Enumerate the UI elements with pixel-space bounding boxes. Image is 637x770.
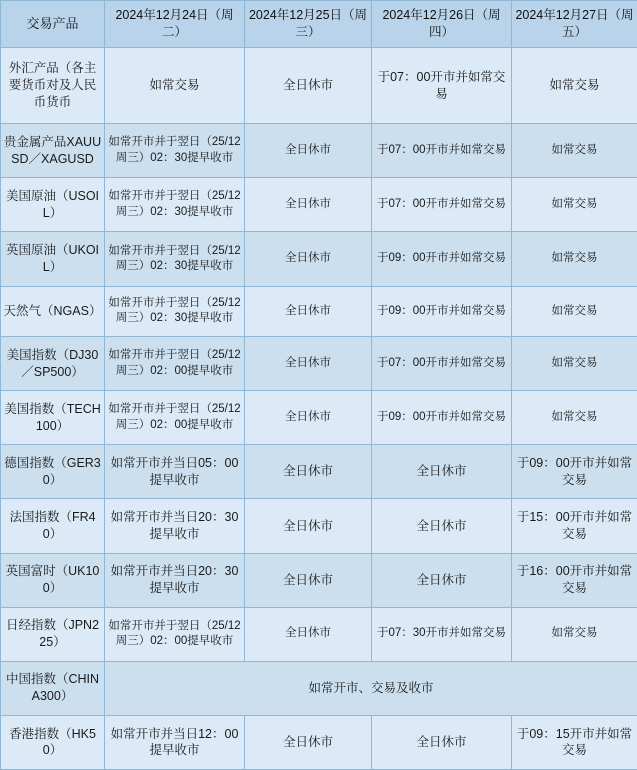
cell-product-name: 香港指数（HK50） — [1, 715, 105, 769]
cell-dec-26: 于07：00开市并如常交易 — [372, 47, 512, 124]
cell-dec-27: 如常交易 — [512, 178, 637, 232]
cell-dec-24: 如常开市并当日05：00提早收市 — [105, 445, 245, 499]
cell-product-name: 法国指数（FR40） — [1, 499, 105, 553]
cell-dec-24: 如常开市并当日20：30提早收市 — [105, 499, 245, 553]
column-header-product: 交易产品 — [1, 1, 105, 48]
table-row — [1, 337, 637, 391]
cell-dec-24: 如常开市并当日12：00提早收市 — [105, 715, 245, 769]
table-row — [1, 286, 637, 337]
cell-dec-25: 全日休市 — [245, 178, 372, 232]
table-row — [1, 553, 637, 607]
cell-dec-27: 于15：00开市并如常交易 — [512, 499, 637, 553]
cell-dec-25: 全日休市 — [245, 715, 372, 769]
cell-product-name: 美国指数（DJ30／SP500） — [1, 337, 105, 391]
cell-dec-27: 如常交易 — [512, 607, 637, 661]
cell-product-name: 日经指数（JPN225） — [1, 607, 105, 661]
cell-dec-26: 全日休市 — [372, 445, 512, 499]
cell-dec-27: 如常交易 — [512, 391, 637, 445]
column-header-dec-25: 2024年12月25日（周三） — [245, 1, 372, 48]
cell-product-name: 美国指数（TECH100） — [1, 391, 105, 445]
table-row — [1, 232, 637, 286]
cell-dec-26: 于09：00开市并如常交易 — [372, 391, 512, 445]
cell-dec-27: 如常交易 — [512, 232, 637, 286]
cell-product-name: 外汇产品（各主要货币对及人民币货币 — [1, 47, 105, 124]
cell-all-days-note: 如常开市、交易及收市 — [105, 661, 637, 715]
column-header-dec-24: 2024年12月24日（周二） — [105, 1, 245, 48]
cell-dec-27: 于09：00开市并如常交易 — [512, 445, 637, 499]
cell-dec-27: 如常交易 — [512, 337, 637, 391]
table-body — [1, 47, 637, 769]
column-header-dec-27: 2024年12月27日（周五） — [512, 1, 637, 48]
cell-dec-24: 如常开市并于翌日（25/12周三）02：30提早收市 — [105, 232, 245, 286]
cell-dec-26: 于07：30开市并如常交易 — [372, 607, 512, 661]
cell-dec-24: 如常开市并于翌日（25/12周三）02：00提早收市 — [105, 607, 245, 661]
cell-product-name: 中国指数（CHINA300） — [1, 661, 105, 715]
cell-dec-26: 全日休市 — [372, 715, 512, 769]
cell-dec-26: 全日休市 — [372, 553, 512, 607]
table-row — [1, 499, 637, 553]
table-row — [1, 445, 637, 499]
cell-dec-25: 全日休市 — [245, 337, 372, 391]
cell-product-name: 美国原油（USOIL） — [1, 178, 105, 232]
table-row — [1, 715, 637, 769]
cell-product-name: 英国富时（UK100） — [1, 553, 105, 607]
cell-dec-25: 全日休市 — [245, 499, 372, 553]
cell-dec-24: 如常开市并当日20：30提早收市 — [105, 553, 245, 607]
cell-dec-24: 如常开市并于翌日（25/12周三）02：30提早收市 — [105, 178, 245, 232]
table-row — [1, 124, 637, 178]
cell-dec-27: 于16：00开市并如常交易 — [512, 553, 637, 607]
cell-dec-26: 于07：00开市并如常交易 — [372, 337, 512, 391]
table-header-row — [1, 1, 637, 48]
cell-dec-27: 如常交易 — [512, 124, 637, 178]
cell-dec-25: 全日休市 — [245, 391, 372, 445]
cell-dec-25: 全日休市 — [245, 47, 372, 124]
cell-dec-24: 如常开市并于翌日（25/12周三）02：30提早收市 — [105, 286, 245, 337]
cell-dec-24: 如常开市并于翌日（25/12周三）02：00提早收市 — [105, 391, 245, 445]
table-row — [1, 47, 637, 124]
cell-product-name: 英国原油（UKOIL） — [1, 232, 105, 286]
cell-dec-25: 全日休市 — [245, 607, 372, 661]
cell-dec-24: 如常开市并于翌日（25/12周三）02：00提早收市 — [105, 337, 245, 391]
cell-dec-26: 于07：00开市并如常交易 — [372, 124, 512, 178]
cell-dec-25: 全日休市 — [245, 124, 372, 178]
cell-dec-25: 全日休市 — [245, 445, 372, 499]
cell-dec-24: 如常交易 — [105, 47, 245, 124]
cell-dec-27: 于09：15开市并如常交易 — [512, 715, 637, 769]
cell-dec-26: 全日休市 — [372, 499, 512, 553]
table-row — [1, 391, 637, 445]
cell-product-name: 德国指数（GER30） — [1, 445, 105, 499]
cell-dec-25: 全日休市 — [245, 286, 372, 337]
cell-dec-26: 于09：00开市并如常交易 — [372, 232, 512, 286]
table-row — [1, 178, 637, 232]
cell-dec-24: 如常开市并于翌日（25/12周三）02：30提早收市 — [105, 124, 245, 178]
column-header-dec-26: 2024年12月26日（周四） — [372, 1, 512, 48]
table-header — [1, 1, 637, 48]
cell-dec-27: 如常交易 — [512, 47, 637, 124]
cell-dec-25: 全日休市 — [245, 232, 372, 286]
cell-dec-26: 于09：00开市并如常交易 — [372, 286, 512, 337]
cell-dec-25: 全日休市 — [245, 553, 372, 607]
cell-product-name: 贵金属产品XAUUSD／XAGUSD — [1, 124, 105, 178]
cell-dec-27: 如常交易 — [512, 286, 637, 337]
cell-dec-26: 于07：00开市并如常交易 — [372, 178, 512, 232]
table-row — [1, 607, 637, 661]
table-row — [1, 661, 637, 715]
cell-product-name: 天然气（NGAS） — [1, 286, 105, 337]
